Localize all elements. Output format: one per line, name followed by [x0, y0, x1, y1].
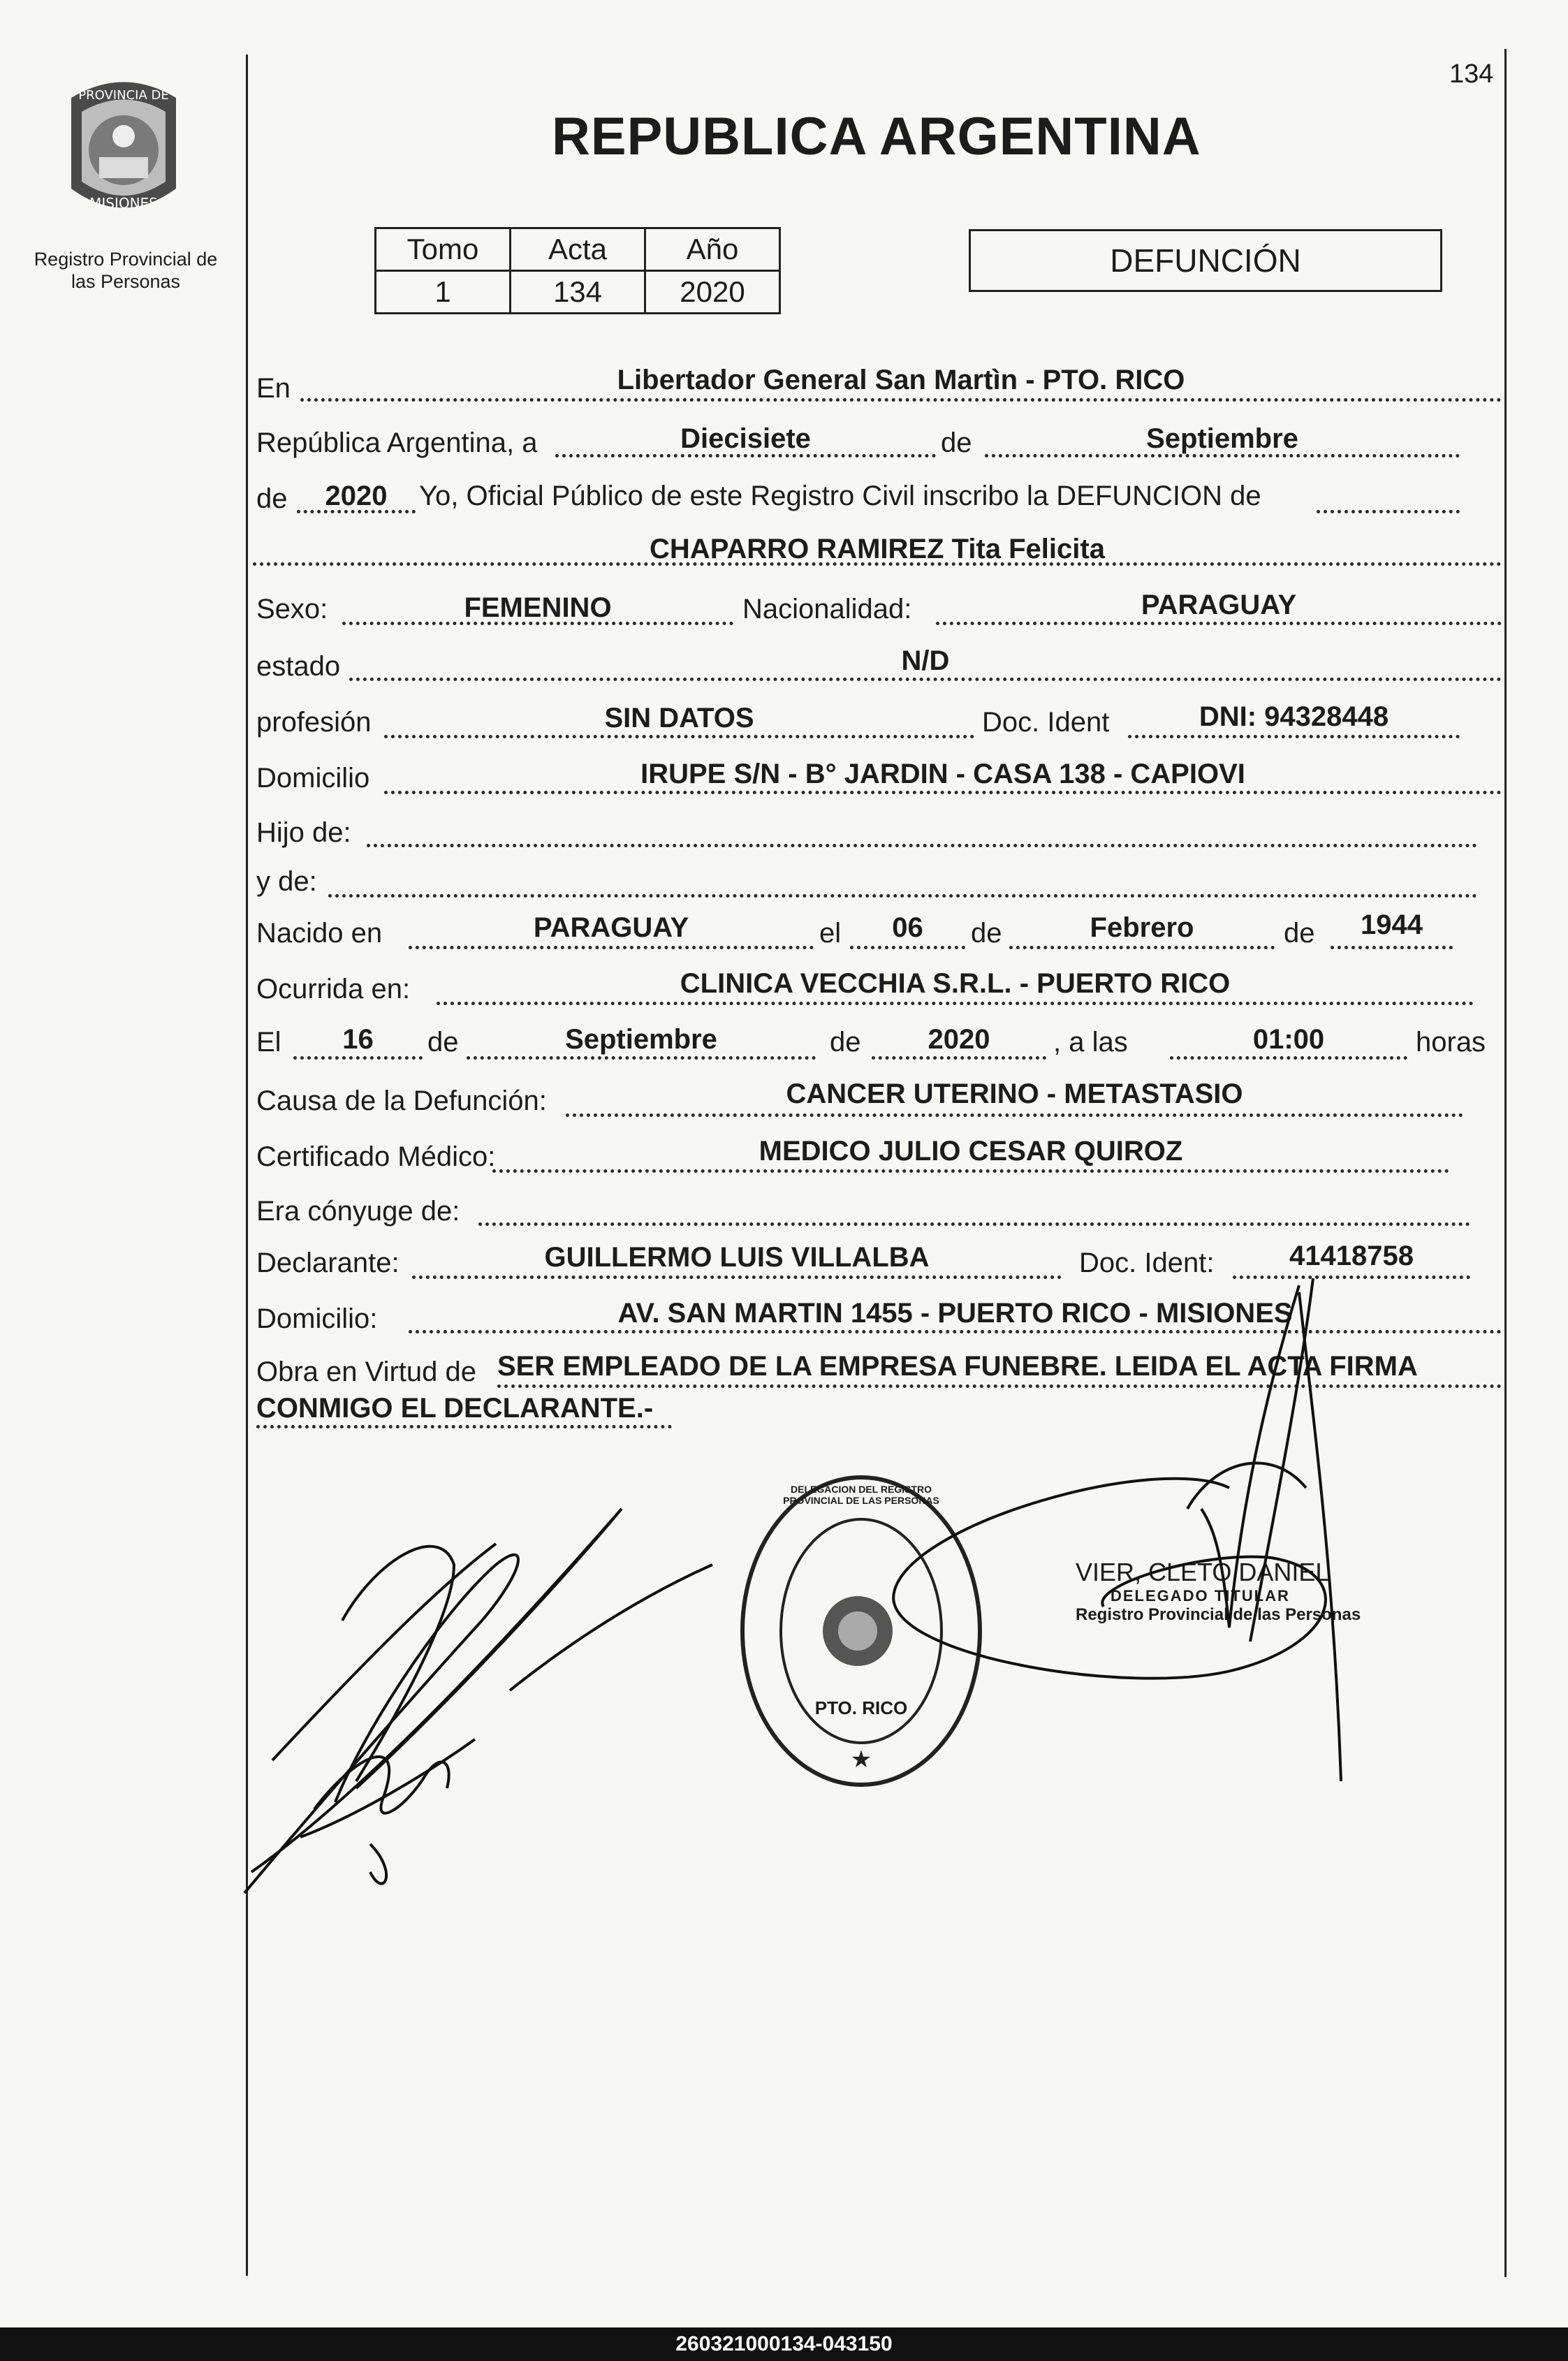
ref-header-acta: Acta: [511, 228, 645, 271]
officer-name: VIER, CLETO DANIEL: [1076, 1558, 1330, 1586]
label-domicilio: Domicilio: [256, 763, 370, 794]
dots-yo: [1317, 510, 1460, 513]
value-dia: Diecisiete: [680, 423, 811, 454]
label-nacido-en: Nacido en: [256, 918, 383, 949]
label-republica: República Argentina, a: [256, 427, 538, 458]
label-de-2: de: [256, 483, 288, 514]
value-def-anio: 2020: [928, 1024, 990, 1055]
dots-causa: [566, 1113, 1463, 1117]
value-estado: N/D: [901, 645, 950, 676]
value-nacionalidad: PARAGUAY: [1141, 590, 1297, 620]
label-causa: Causa de la Defunción:: [256, 1086, 547, 1116]
ref-value-anio: 2020: [645, 271, 780, 314]
logo-top-text: PROVINCIA DE: [78, 88, 169, 103]
value-domicilio: IRUPE S/N - B° JARDIN - CASA 138 - CAPIOVI: [640, 759, 1245, 789]
value-certificado: MEDICO JULIO CESAR QUIROZ: [759, 1136, 1183, 1167]
dots-y-de: [328, 894, 1477, 898]
svg-text:★: ★: [850, 1746, 872, 1773]
label-de-5: de: [427, 1027, 459, 1058]
value-nombre: CHAPARRO RAMIREZ Tita Felicita: [650, 534, 1105, 564]
dots-estado: [349, 678, 1502, 681]
label-y-de: y de:: [256, 866, 317, 897]
value-doc: DNI: 94328448: [1199, 701, 1389, 732]
declarant-signature: [230, 1481, 719, 1900]
label-declarante: Declarante:: [256, 1248, 400, 1278]
dots-def-dia: [293, 1056, 423, 1060]
label-hijo-de: Hijo de:: [256, 817, 351, 848]
value-nac-anio: 1944: [1361, 909, 1423, 940]
value-ocurrida-en: CLINICA VECCHIA S.R.L. - PUERTO RICO: [680, 968, 1231, 999]
value-mes: Septiembre: [1146, 423, 1298, 454]
dots-nac-anio: [1331, 946, 1453, 949]
dots-def-anio: [872, 1056, 1046, 1060]
value-declarante-domicilio: AV. SAN MARTIN 1455 - PUERTO RICO - MISIONES: [617, 1298, 1293, 1329]
dots-nacido-en: [409, 946, 814, 949]
label-estado: estado: [256, 651, 341, 682]
right-margin-line: [1504, 49, 1507, 2277]
label-el-cap: El: [256, 1027, 281, 1058]
value-declarante: GUILLERMO LUIS VILLALBA: [544, 1242, 930, 1273]
dots-nac-dia: [850, 946, 965, 949]
dots-obra-2: [256, 1425, 672, 1428]
value-lugar: Libertador General San Martìn - PTO. RICO: [617, 365, 1185, 395]
value-obra-line1: SER EMPLEADO DE LA EMPRESA FUNEBRE. LEIDA EL ACTA FIRMA: [497, 1351, 1418, 1382]
reference-table: [374, 227, 781, 314]
value-nac-mes: Febrero: [1090, 912, 1194, 943]
label-doc-ident: Doc. Ident: [982, 707, 1110, 738]
dots-domicilio: [384, 791, 1502, 794]
value-declarante-doc: 41418758: [1289, 1241, 1414, 1271]
page-title: REPUBLICA ARGENTINA: [552, 107, 1201, 166]
dots-nac-mes: [1009, 946, 1275, 949]
label-de-4: de: [1284, 918, 1315, 949]
dots-en: [300, 398, 1502, 402]
ref-header-anio: Año: [645, 228, 780, 271]
label-ocurrida-en: Ocurrida en:: [256, 974, 411, 1004]
label-yo: Yo, Oficial Público de este Registro Civil inscribo la DEFUNCION de: [419, 481, 1261, 511]
value-nac-dia: 06: [892, 912, 923, 943]
footer-code: 260321000134-043150: [0, 2327, 1568, 2361]
officer-role: DELEGADO TITULAR: [1111, 1587, 1290, 1605]
province-logo: [50, 70, 197, 231]
label-conyuge: Era cónyuge de:: [256, 1196, 460, 1227]
officer-signature: [852, 1278, 1383, 1788]
ref-header-tomo: Tomo: [376, 228, 511, 271]
label-de-6: de: [830, 1027, 861, 1058]
label-sexo: Sexo:: [256, 594, 328, 624]
dots-ocurrida-en: [437, 1002, 1474, 1005]
value-causa: CANCER UTERINO - METASTASIO: [786, 1079, 1243, 1109]
label-nacionalidad: Nacionalidad:: [742, 594, 912, 624]
act-type-box: DEFUNCIÓN: [969, 229, 1442, 292]
label-doc-ident-2: Doc. Ident:: [1079, 1248, 1215, 1278]
label-obra: Obra en Virtud de: [256, 1357, 477, 1387]
label-de-1: de: [941, 427, 972, 458]
value-obra-line2: CONMIGO EL DECLARANTE.-: [256, 1393, 654, 1424]
dots-def-mes: [467, 1056, 816, 1060]
dots-doc: [1128, 735, 1460, 738]
dots-certificado: [492, 1169, 1449, 1173]
label-a-las: , a las: [1053, 1027, 1128, 1058]
logo-bottom-text: MISIONES: [89, 195, 158, 212]
logo-caption: Registro Provincial de las Personas: [34, 249, 218, 292]
page-number: 134: [1449, 59, 1494, 89]
value-nacido-en: PARAGUAY: [533, 912, 689, 943]
value-sexo: FEMENINO: [464, 592, 612, 623]
label-horas: horas: [1416, 1027, 1486, 1058]
dots-profesion: [384, 735, 974, 738]
label-en: En: [256, 373, 291, 404]
dots-hijo-de: [367, 844, 1477, 847]
seal-center-text: PTO. RICO: [814, 1697, 908, 1718]
value-profesion: SIN DATOS: [604, 703, 754, 733]
value-hora: 01:00: [1252, 1024, 1325, 1055]
label-profesion: profesión: [256, 707, 372, 738]
label-el: el: [819, 918, 842, 949]
dots-hora: [1170, 1056, 1407, 1060]
dots-nacionalidad: [936, 622, 1502, 625]
left-margin-line: [246, 54, 248, 2276]
label-certificado: Certificado Médico:: [256, 1141, 496, 1172]
seal-ring-text: DELEGACION DEL REGISTRO PROVINCIAL DE LAS PERSONAS: [783, 1484, 939, 1506]
ref-value-acta: 134: [511, 271, 645, 314]
officer-org: Registro Provincial de las Personas: [1076, 1605, 1361, 1624]
value-def-dia: 16: [342, 1024, 374, 1055]
label-domicilio-2: Domicilio:: [256, 1303, 378, 1334]
dots-conyuge: [478, 1222, 1470, 1226]
label-de-3: de: [971, 918, 1002, 949]
ref-value-tomo: 1: [376, 271, 511, 314]
value-anio: 2020: [325, 481, 388, 511]
value-def-mes: Septiembre: [565, 1024, 717, 1055]
